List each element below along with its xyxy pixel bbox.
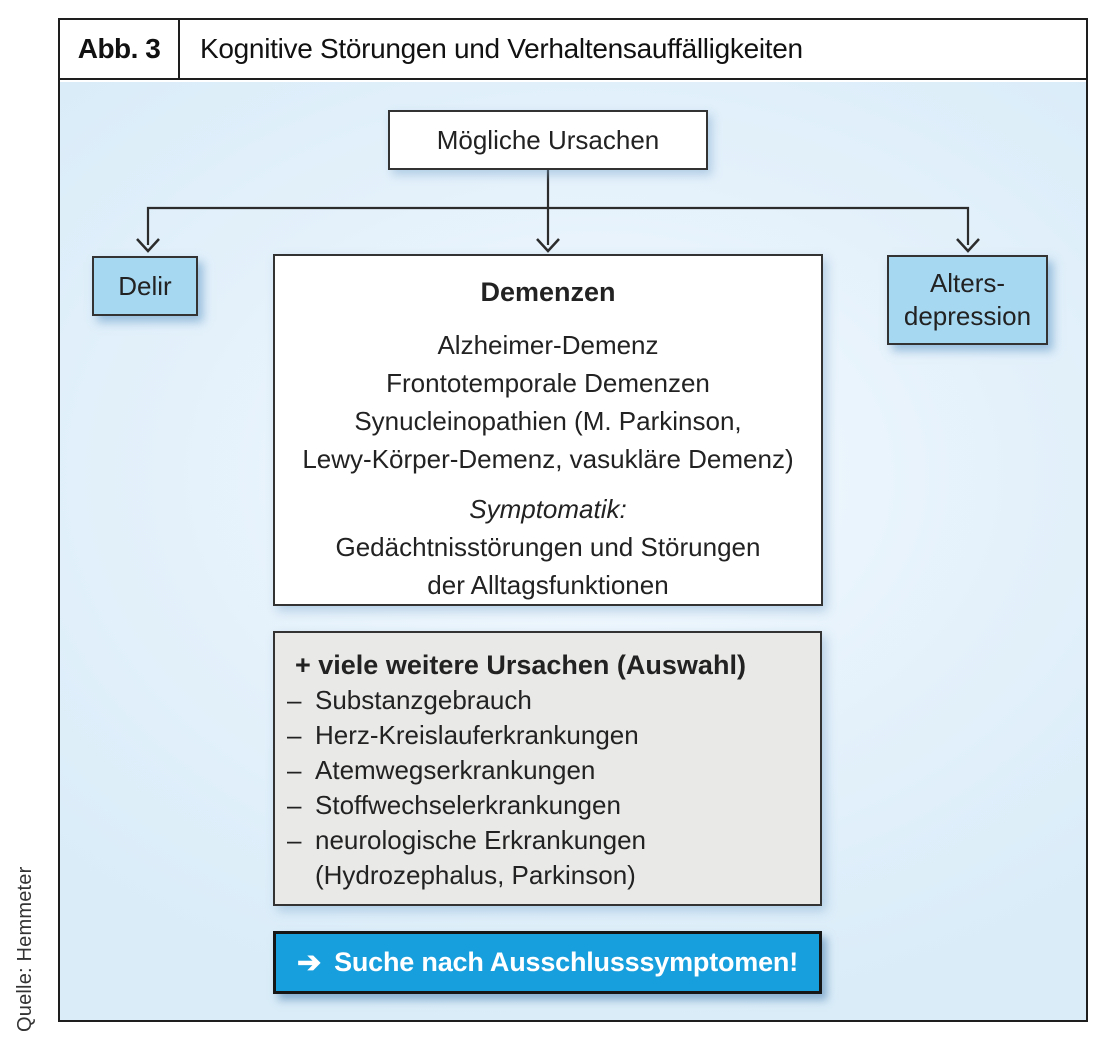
action-banner-label: Suche nach Ausschlusssymptomen! xyxy=(334,947,799,977)
dementia-type-line: Synucleinopathien (M. Parkinson, xyxy=(354,406,742,436)
dash-bullet: – xyxy=(287,685,302,715)
other-causes-item xyxy=(287,753,802,788)
other-causes-box xyxy=(273,631,822,906)
cause-text: Atemwegserkrankungen xyxy=(315,755,596,785)
node-moegliche-ursachen: Mögliche Ursachen xyxy=(388,110,708,170)
other-causes-item xyxy=(287,718,802,753)
dementia-type-line: Frontotemporale Demenzen xyxy=(386,368,710,398)
dementia-type-line: Alzheimer-Demenz xyxy=(437,330,659,360)
other-causes-item xyxy=(287,858,802,893)
diagram-area xyxy=(60,82,1086,1020)
other-causes-list xyxy=(287,683,802,893)
cause-text: Herz-Kreislauferkrankungen xyxy=(315,720,639,750)
symptomatik-line: Gedächtnisstörungen und Störungen xyxy=(335,532,761,562)
altersdepression-line2: depression xyxy=(903,301,1032,331)
other-causes-item xyxy=(287,683,802,718)
node-demenzen xyxy=(273,254,823,606)
demenzen-heading: Demenzen xyxy=(480,277,616,307)
right-arrow-icon: ➔ xyxy=(296,947,322,979)
altersdepression-line1: Alters- xyxy=(929,268,1006,298)
symptomatik-line: der Alltagsfunktionen xyxy=(427,570,669,600)
figure-number-label: Abb. 3 xyxy=(60,20,180,78)
figure-header xyxy=(60,20,1086,80)
dementia-type-line: Lewy-Körper-Demenz, vasukläre Demenz) xyxy=(302,444,794,474)
dementia-types-list xyxy=(275,326,821,478)
symptomatik-heading: Symptomatik: xyxy=(469,494,627,524)
figure-frame xyxy=(58,18,1088,1022)
dash-bullet: – xyxy=(287,790,302,820)
cause-text: (Hydrozephalus, Parkinson) xyxy=(315,860,636,890)
other-causes-item xyxy=(287,788,802,823)
node-altersdepression xyxy=(887,255,1048,345)
source-credit: Quelle: Hemmeter xyxy=(14,866,36,1032)
dash-bullet: – xyxy=(287,755,302,785)
dash-bullet: – xyxy=(287,825,302,855)
other-causes-item xyxy=(287,823,802,858)
cause-text: Substanzgebrauch xyxy=(315,685,532,715)
figure-title: Kognitive Störungen und Verhaltensauffälligkeiten xyxy=(200,33,803,64)
action-banner xyxy=(273,931,822,994)
cause-text: neurologische Erkrankungen xyxy=(315,825,646,855)
cause-text: Stoffwechselerkrankungen xyxy=(315,790,621,820)
dash-bullet: – xyxy=(287,720,302,750)
other-causes-heading: + viele weitere Ursachen (Auswahl) xyxy=(295,650,746,680)
node-delir: Delir xyxy=(92,256,198,316)
symptomatik-list xyxy=(275,528,821,604)
